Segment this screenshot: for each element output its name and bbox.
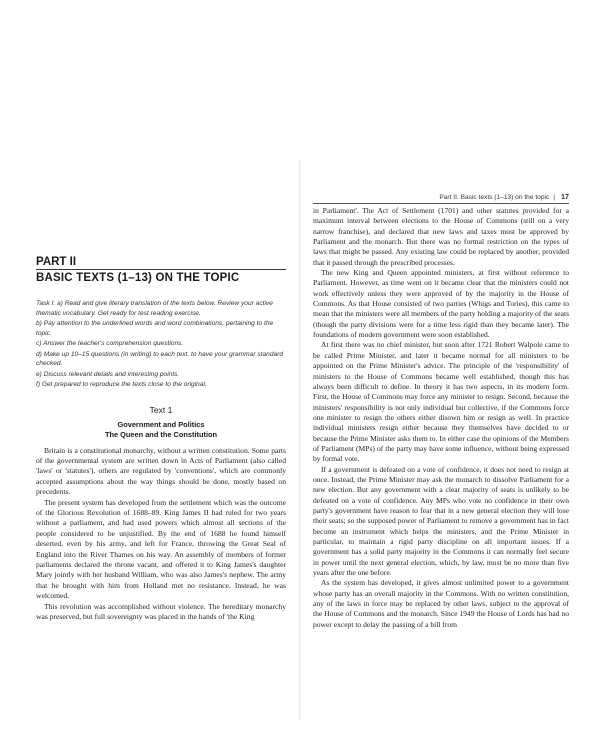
paragraph: Britain is a constitutional monarchy, without a written constitution. Some parts of the governmental system are written down in Acts of Parliament (also called 'laws' or 'statutes'), others are regulated by 'conventions', which are commonly accepted assumptions about the way things should be done, mostly based on precedents. xyxy=(36,445,286,497)
part-title: BASIC TEXTS (1–13) ON THE TOPIC xyxy=(36,269,286,285)
page-number: 17 xyxy=(561,192,569,201)
right-page xyxy=(313,206,569,630)
paragraph: If a government is defeated on a vote of confidence, it does not need to resign at once. Instead, the Prime Minister may ask the monarch to dissolve Parliament for a new election. But any government with a clear majority of seats is unlikely to be defeated on a vote of confidence. Any MPs who vote no confidence in their own party's government have reason to fear that in a new general election they will lose their seats; so the supposed power of Parliament to remove a government has in fact become an instrument which helps the ministers, and the Prime Minister in particular, to maintain a rigid party discipline on all important issues. If a government has a solid party majority in the Commons it can normally feel secure in power until the next general election, which, by law, must be no more than five years after the one before. xyxy=(313,464,569,578)
book-gutter xyxy=(299,160,301,720)
task-item: c) Answer the teacher's comprehension questions. xyxy=(36,340,184,347)
paragraph: This revolution was accomplished without violence. The hereditary monarchy was preserved, but full sovereignty was placed in the hands of 'the King xyxy=(36,601,286,621)
paragraph: As the system has developed, it gives almost unlimited power to a government whose party has an overall majority in the Commons. With no written constitution, any of the laws in force may be replaced by other laws, subject to the approval of the House of Commons and the monarch. Since 1949 the House of Lords has had no power except to delay the passing of a bill from xyxy=(313,578,569,629)
task-item: Task I: a) Read and give literary translation of the texts below. Review your active thematic vocabulary. Get ready for test reading exercise. xyxy=(36,300,273,317)
left-page xyxy=(36,256,286,622)
task-list xyxy=(36,299,286,390)
text-subtitle: The Queen and the Constitution xyxy=(104,429,218,439)
part-label: PART II xyxy=(36,256,77,268)
paragraph: At first there was no chief minister, but soon after 1721 Robert Walpole came to be called Prime Minister, and later it became normal for all ministers to be appointed on the Prime Minister's advice. The principle of the 'responsibility' of ministers to the House of Commons became well established, though this has always been difficult to define. In theory it has two aspects, in its modern form. First, the House of Commons may force any minister to resign. Second, because the ministers' responsibility is not only individual but collective, if the Commons force one minister to resign the others either disown him or resign as well. In practice individual ministers resign either because they themselves have decided to or because the Prime Minister asks them to. In either case the opinions of the Members of Parliament (MPs) of the party may have some influence, without being expressed by formal vote. xyxy=(313,340,569,464)
task-item: e) Discuss relevant details and interesting points. xyxy=(36,370,180,378)
task-item: f) Get prepared to reproduce the texts close to the original. xyxy=(36,381,207,388)
task-item: b) Pay attention to the underlined words and word combinations, pertaining to the topic. xyxy=(36,320,274,337)
paragraph: in Parliament'. The Act of Settlement (1701) and other statutes provided for a maximum interval between elections to the House of Commons (still on a very narrow franchise), and declared that new laws and taxes must be approved by Parliament and the monarch. But there was no formal restriction on the types of laws that might be passed. Any existing law could be replaced by another, provided that it passed through the prescribed processes. xyxy=(313,206,569,267)
paragraph: The new King and Queen appointed ministers, at first without reference to Parliament. However, as time went on it became clear that the ministers could not work effectively unless they were approved of by the majority in the House of Commons. As that House consisted of two parties (Whigs and Tories), this came to mean that the ministers were all members of the party holding a majority of the seats (though the party divisions were for a time less rigid than they became later). The foundations of modern government were soon established. xyxy=(313,268,569,340)
header-rule xyxy=(313,203,569,204)
text-subtitle: Government and Politics xyxy=(117,419,205,429)
task-item: d) Make up 10–15 questions (in writing) to each text, to have your grammar standard checked. xyxy=(36,350,284,367)
running-header-title: Part II. Basic texts (1–13) on the topic xyxy=(439,194,550,201)
text-number: Text 1 xyxy=(149,404,173,415)
header-separator: | xyxy=(553,194,555,201)
running-header xyxy=(313,192,569,201)
paragraph: The present system has developed from the settlement which was the outcome of the Glorious Revolution of 1688–89. King James II had ruled for two years without a parliament, and had used powers which almost all sections of the people considered to be unjustified. By the end of 1688 he found himself deserted, even by his army, and left for France, throwing the Great Seal of England into the River Thames on his way. An assembly of members of former parliaments declared the throne vacant, and offered it to King James's daughter Mary jointly with her husband William, who was also James's nephew. The army that he brought with him from Holland met no resistance. Instead, he was welcomed. xyxy=(36,497,286,601)
